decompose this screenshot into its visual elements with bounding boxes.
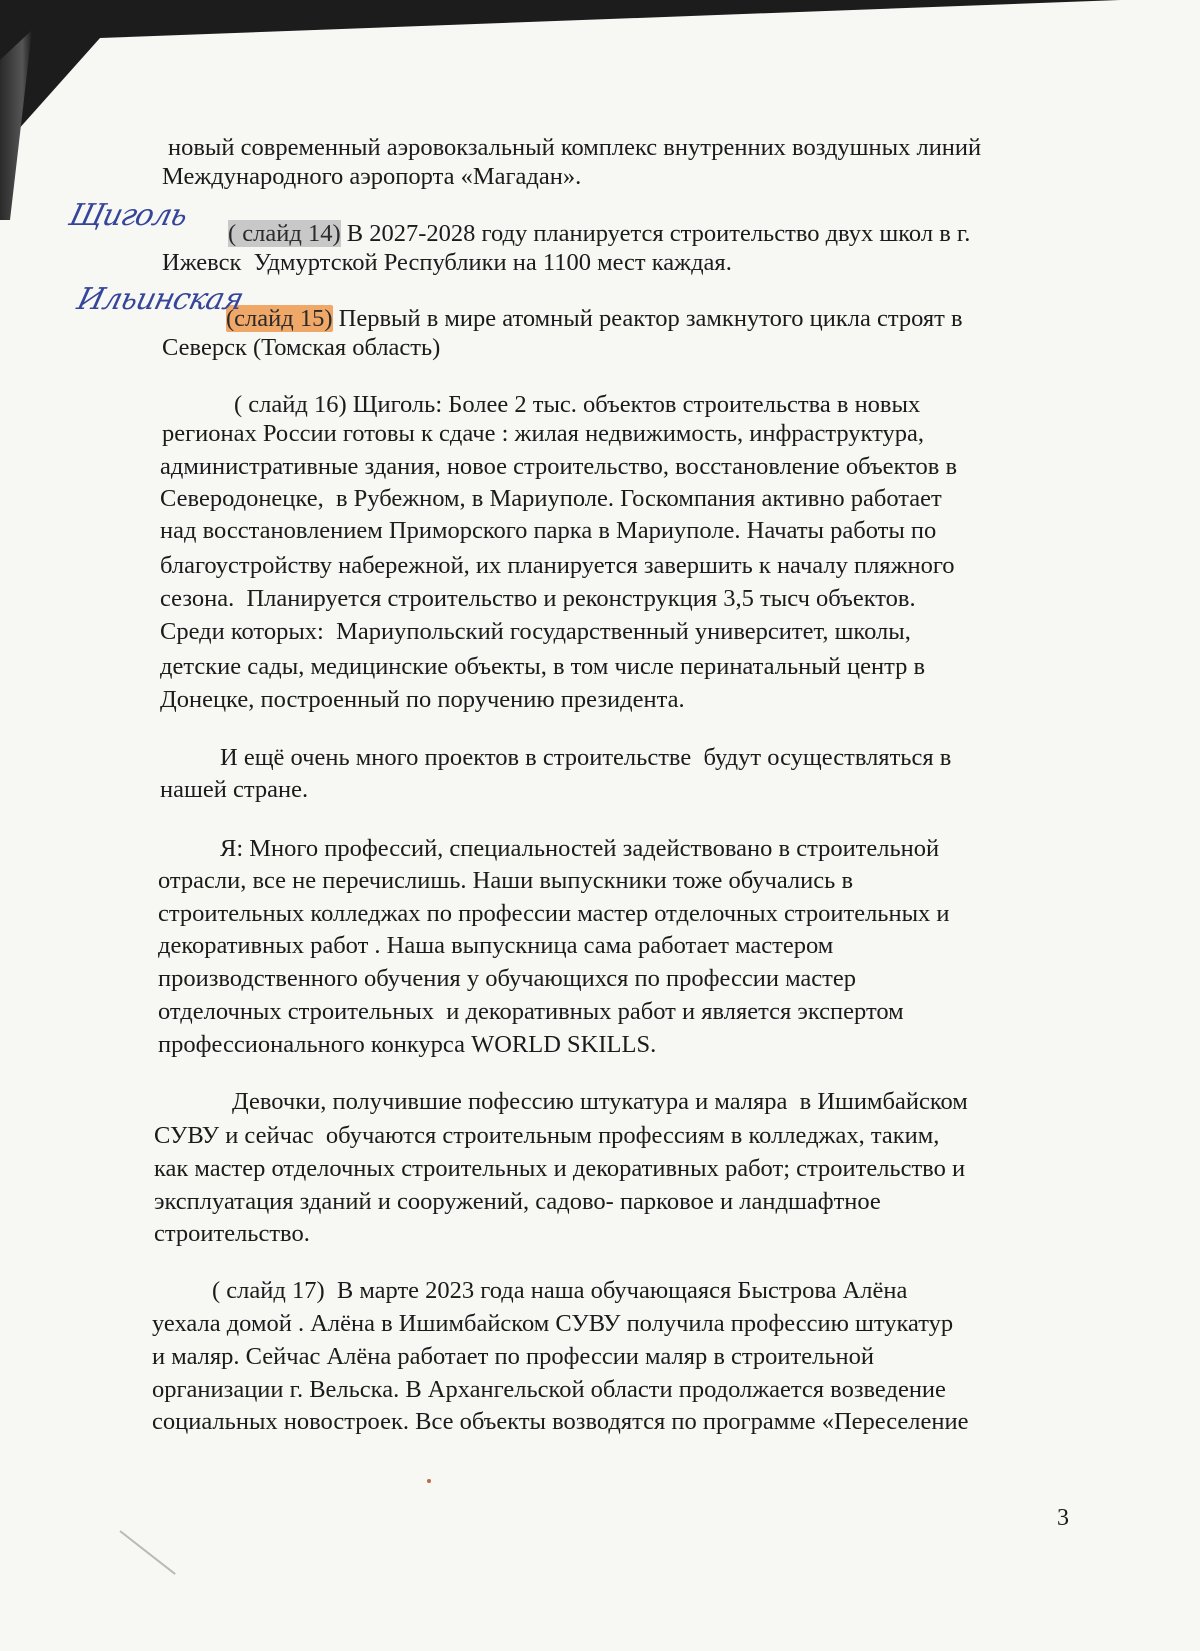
text-line: эксплуатация зданий и сооружений, садово- парковое и ландшафтное: [154, 1188, 881, 1215]
page-number: 3: [1057, 1505, 1069, 1531]
slide-marker: (слайд 15): [226, 305, 333, 332]
text-line: Международного аэропорта «Магадан».: [162, 163, 582, 190]
text-line: административные здания, новое строительство, восстановление объектов в: [160, 453, 958, 480]
text-line: организации г. Вельска. В Архангельской области продолжается возведение: [152, 1376, 946, 1403]
text-line-content: Первый в мире атомный реактор замкнутого цикла строят в: [332, 305, 963, 332]
text-line: Среди которых: Мариупольский государственный университет, школы,: [160, 618, 911, 645]
text-line: [226, 307, 963, 332]
text-line: Я: Много профессий, специальностей задействовано в строительной: [220, 835, 940, 862]
text-line: детские сады, медицинские объекты, в том числе перинатальный центр в: [160, 653, 926, 680]
text-line: И ещё очень много проектов в строительстве будут осуществляться в: [220, 744, 952, 771]
text-line: строительных колледжах по профессии мастер отделочных строительных и: [158, 900, 950, 927]
text-line: профессионального конкурса WORLD SKILLS.: [158, 1031, 657, 1058]
text-line: СУВУ и сейчас обучаются строительным профессиям в колледжах, таким,: [154, 1122, 940, 1149]
text-line: ( слайд 17) В марте 2023 года наша обучающаяся Быстрова Алёна: [212, 1277, 908, 1304]
text-line: строительство.: [154, 1220, 310, 1247]
text-line: Донецке, построенный по поручению президента.: [160, 686, 685, 713]
text-line: как мастер отделочных строительных и декоративных работ; строительство и: [154, 1155, 966, 1182]
handwritten-name: Ильинская: [73, 282, 247, 317]
text-line: Северск (Томская область): [162, 334, 441, 361]
scan-smudge: [119, 1530, 175, 1575]
text-line: новый современный аэровокзальный комплекс внутренних воздушных линий: [168, 134, 982, 161]
text-line: нашей стране.: [160, 776, 309, 803]
text-line: Ижевск Удмуртской Республики на 1100 мест каждая.: [162, 249, 732, 276]
handwritten-name: Щиголь: [65, 198, 191, 233]
text-line: над восстановлением Приморского парка в Мариуполе. Начаты работы по: [160, 517, 937, 544]
text-line: уехала домой . Алёна в Ишимбайском СУВУ получила профессию штукатур: [152, 1310, 954, 1337]
text-line: благоустройству набережной, их планируется завершить к началу пляжного: [160, 552, 955, 579]
text-line: Северодонецке, в Рубежном, в Мариуполе. Госкомпания активно работает: [160, 485, 942, 512]
text-line: декоративных работ . Наша выпускница сама работает мастером: [158, 932, 834, 959]
text-line: Девочки, получившие пофессию штукатура и маляра в Ишимбайском: [232, 1088, 968, 1115]
text-line: отделочных строительных и декоративных работ и является экспертом: [158, 998, 904, 1025]
slide-marker: ( слайд 14): [228, 220, 341, 247]
text-line: отрасли, все не перечислишь. Наши выпускники тоже обучались в: [158, 867, 854, 894]
scan-speck: [427, 1479, 431, 1483]
text-line: регионах России готовы к сдаче : жилая недвижимость, инфраструктура,: [162, 420, 925, 447]
text-line: производственного обучения у обучающихся по профессии мастер: [158, 965, 856, 992]
text-line: ( слайд 16) Щиголь: Более 2 тыс. объектов строительства в новых: [234, 391, 921, 418]
text-line: сезона. Планируется строительство и реконструкция 3,5 тысч объектов.: [160, 585, 916, 612]
text-line: [228, 222, 970, 247]
text-line: социальных новостроек. Все объекты возводятся по программе «Переселение: [152, 1408, 969, 1435]
text-line: и маляр. Сейчас Алёна работает по профессии маляр в строительной: [152, 1343, 874, 1370]
text-line-content: В 2027-2028 году планируется строительство двух школ в г.: [340, 220, 971, 247]
